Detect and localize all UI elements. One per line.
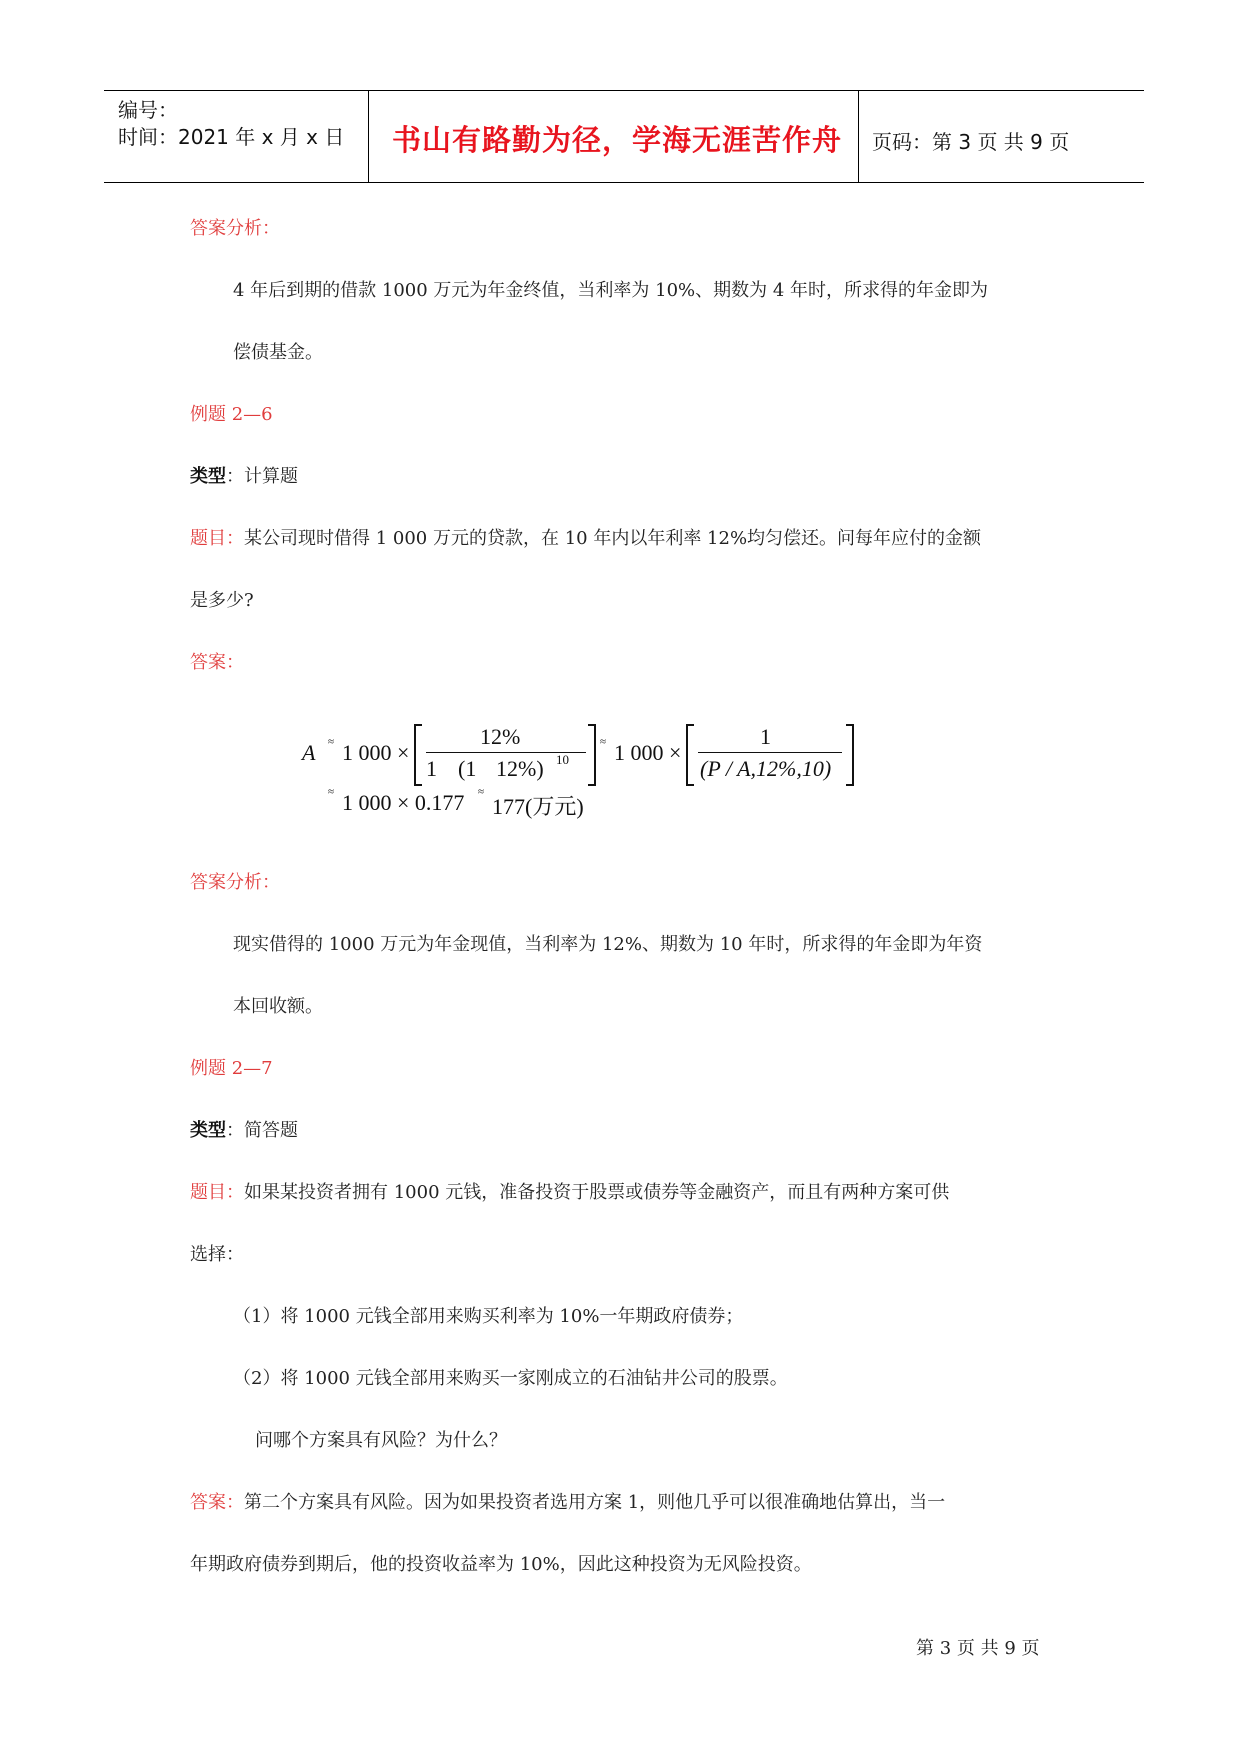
example-2-7-title: 例题 2—7 [190,1058,273,1079]
header-divider-right [858,90,859,182]
formula-line2-product: 1 000 × 0.177 [342,790,465,815]
fraction-2-bar [698,752,842,753]
analysis-label-1: 答案分析： [190,218,280,239]
example-2-7-question-line2: 选择： [190,1244,244,1265]
type-value: ：简答题 [226,1120,298,1141]
bracket-left-1 [414,724,422,786]
fraction-1-den-pct: 12%) [496,756,544,781]
analysis-text-2-line1: 现实借得的 1000 万元为年金现值，当利率为 12%、期数为 10 年时，所求得的年金即为年资 [233,934,983,955]
formula-approx-2: ≈ [600,736,607,748]
example-2-7-answer-line2: 年期政府债券到期后，他的投资收益率为 10%，因此这种投资为无风险投资。 [190,1554,812,1575]
example-2-6-answer-label: 答案： [190,652,244,673]
formula-approx-1: ≈ [328,736,335,748]
example-2-7-option-1: （1）将 1000 元钱全部用来购买利率为 10%一年期政府债券； [233,1306,744,1327]
type-value: ：计算题 [226,466,298,487]
fraction-1-den-open: (1 [458,756,477,781]
header-motto: 书山有路勤为径，学海无涯苦作舟 [392,123,843,157]
example-2-7-answer-line1 [190,1492,945,1514]
annuity-formula [300,722,880,822]
analysis-text-2-line2: 本回收额。 [233,996,323,1017]
header-page-label: 页码：第 3 页 共 9 页 [872,130,1070,154]
question-label: 题目： [190,1182,244,1203]
example-2-7-question-line1 [190,1182,949,1204]
fraction-1-numerator: 12% [480,724,521,749]
header-time-label: 时间：2021 年 x 月 x 日 [118,125,345,149]
question-label: 题目： [190,528,244,549]
analysis-label-2: 答案分析： [190,872,280,893]
question-text: 如果某投资者拥有 1000 元钱，准备投资于股票或债券等金融资产，而且有两种方案可供 [244,1182,950,1203]
bracket-right-2 [846,724,854,786]
header-top-border [104,90,1144,91]
footer-page-number: 第 3 页 共 9 页 [916,1638,1040,1659]
example-2-6-question-line1 [190,528,981,550]
formula-1000-b: 1 000 × [614,740,682,765]
fraction-2-numerator: 1 [760,724,771,749]
formula-1000-a: 1 000 × [342,740,410,765]
header-bottom-border [104,182,1144,183]
example-2-7-ask: 问哪个方案具有风险？为什么？ [255,1430,507,1451]
example-2-6-question-line2: 是多少? [190,590,254,611]
formula-approx-4: ≈ [478,786,485,798]
header-number-label: 编号： [118,98,178,122]
bracket-left-2 [686,724,694,786]
analysis-text-1-line2: 偿债基金。 [233,342,323,363]
example-2-7-type [190,1120,298,1142]
fraction-1-den-exponent: 10 [556,752,569,767]
formula-A: A [302,740,316,765]
answer-text: 第二个方案具有风险。因为如果投资者选用方案 1，则他几乎可以很准确地估算出，当一 [244,1492,946,1513]
fraction-2-denominator: (P / A,12%,10) [700,756,832,781]
example-2-6-title: 例题 2—6 [190,404,273,425]
example-2-6-type [190,466,298,488]
type-label: 类型 [190,466,226,487]
answer-label: 答案： [190,1492,244,1513]
formula-approx-3: ≈ [328,786,335,798]
bracket-right-1 [588,724,596,786]
example-2-7-option-2: （2）将 1000 元钱全部用来购买一家刚成立的石油钻井公司的股票。 [233,1368,788,1389]
question-text: 某公司现时借得 1 000 万元的贷款，在 10 年内以年利率 12%均匀偿还。问每年应付的金额 [244,528,982,549]
fraction-1-den-one: 1 [426,756,437,781]
type-label: 类型 [190,1120,226,1141]
header-divider-left [368,90,369,182]
analysis-text-1-line1: 4 年后到期的借款 1000 万元为年金终值，当利率为 10%、期数为 4 年时，所求得的年金即为 [233,280,989,301]
formula-line2-result: 177(万元) [492,794,584,819]
